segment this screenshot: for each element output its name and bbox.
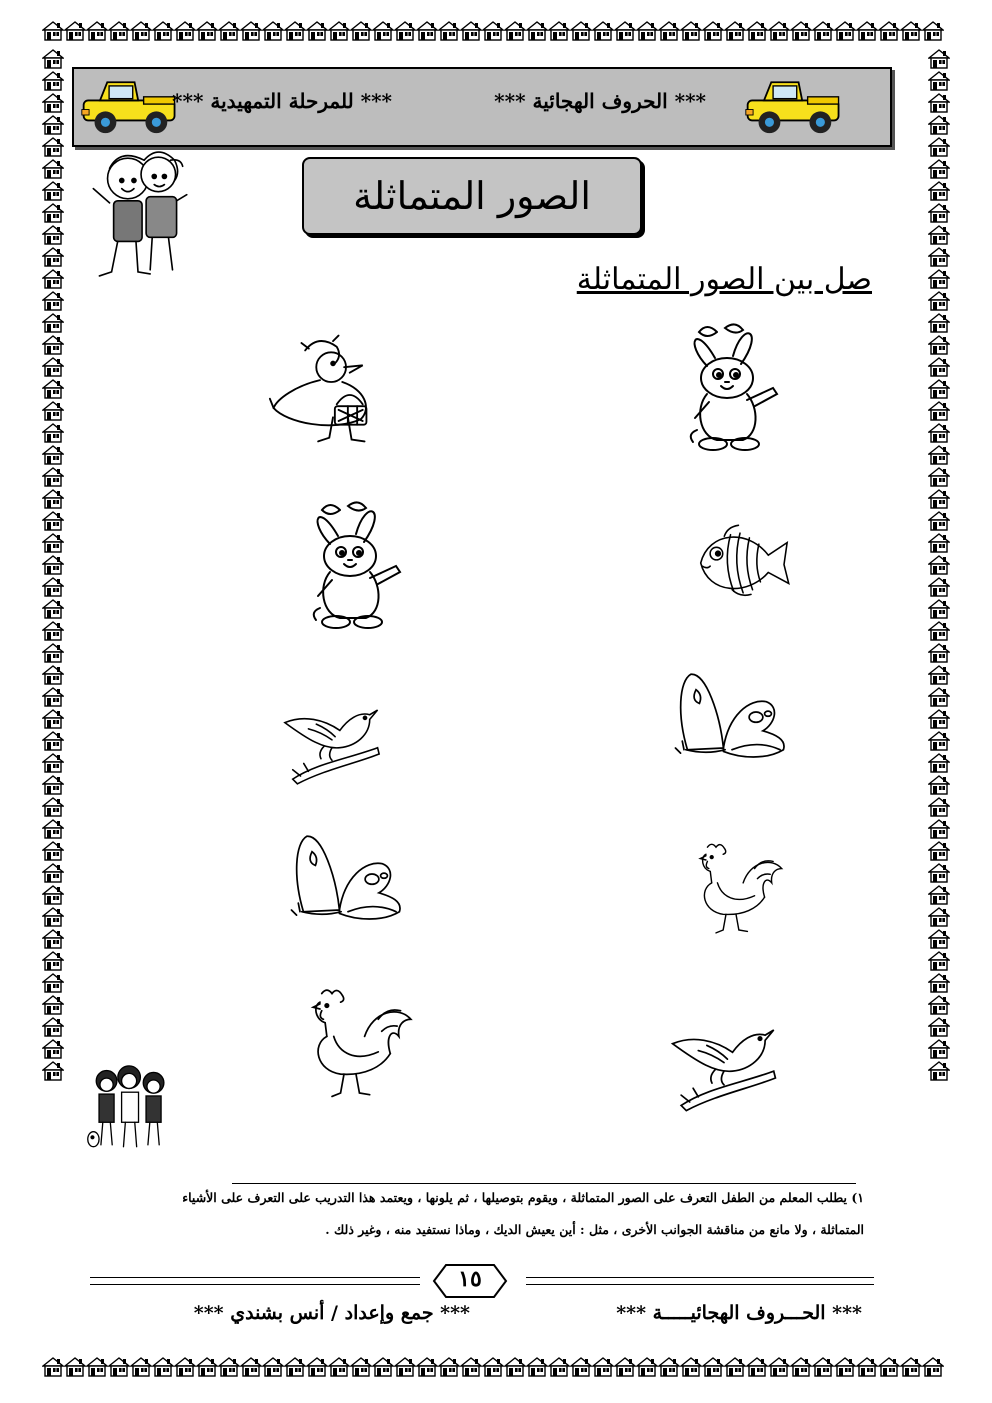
house-icon <box>548 20 570 42</box>
house-icon <box>768 20 790 42</box>
house-icon <box>928 686 950 708</box>
house-icon <box>928 928 950 950</box>
house-icon <box>928 752 950 774</box>
house-icon <box>526 1356 548 1378</box>
rooster-picture <box>296 980 416 1110</box>
house-icon <box>856 1356 878 1378</box>
house-icon <box>928 378 950 400</box>
house-icon <box>928 598 950 620</box>
house-icon <box>42 840 64 862</box>
house-icon <box>42 818 64 840</box>
house-icon <box>702 20 724 42</box>
house-icon <box>416 20 438 42</box>
house-icon <box>350 1356 372 1378</box>
house-icon <box>42 620 64 642</box>
house-icon <box>42 268 64 290</box>
house-icon <box>42 488 64 510</box>
house-icon <box>928 488 950 510</box>
house-icon <box>42 334 64 356</box>
house-icon <box>42 554 64 576</box>
page-border-bottom <box>42 1356 944 1378</box>
house-icon <box>570 1356 592 1378</box>
footnote-line-2: المتماثلة ، ولا مانع من مناقشة الجوانب الأخرى ، مثل : أين يعيش الديك ، وماذا نستفيد منه ، وغير ذلك . <box>325 1222 864 1237</box>
schoolchildren-illustration <box>76 148 200 280</box>
house-icon <box>928 422 950 444</box>
house-icon <box>42 356 64 378</box>
house-icon <box>928 1016 950 1038</box>
house-icon <box>42 20 64 42</box>
house-icon <box>812 1356 834 1378</box>
house-icon <box>42 1038 64 1060</box>
house-icon <box>196 1356 218 1378</box>
house-icon <box>928 884 950 906</box>
house-icon <box>42 70 64 92</box>
divider-right <box>526 1277 874 1285</box>
house-icon <box>42 1060 64 1082</box>
house-icon <box>878 20 900 42</box>
house-icon <box>284 20 306 42</box>
exercise-instruction: صل بين الصور المتماثلة <box>576 262 872 297</box>
house-icon <box>42 48 64 70</box>
page-number: ١٥ <box>458 1266 482 1292</box>
house-icon <box>680 1356 702 1378</box>
house-icon <box>614 1356 636 1378</box>
house-icon <box>856 20 878 42</box>
house-icon <box>928 466 950 488</box>
house-icon <box>768 1356 790 1378</box>
house-icon <box>746 20 768 42</box>
house-icon <box>438 20 460 42</box>
house-icon <box>928 246 950 268</box>
house-icon <box>42 532 64 554</box>
house-icon <box>64 1356 86 1378</box>
house-icon <box>42 796 64 818</box>
house-icon <box>928 48 950 70</box>
house-icon <box>928 972 950 994</box>
house-icon <box>928 356 950 378</box>
house-icon <box>614 20 636 42</box>
house-icon <box>928 400 950 422</box>
house-icon <box>152 1356 174 1378</box>
page-border-top <box>42 20 944 42</box>
footer-author-text: *** جمع وإعداد / أنس بشندي *** <box>193 1302 470 1324</box>
house-icon <box>746 1356 768 1378</box>
house-icon <box>680 20 702 42</box>
house-icon <box>42 422 64 444</box>
house-icon <box>928 818 950 840</box>
house-icon <box>42 1016 64 1038</box>
house-icon <box>196 20 218 42</box>
house-icon <box>42 686 64 708</box>
house-icon <box>834 1356 856 1378</box>
house-icon <box>42 378 64 400</box>
house-icon <box>790 20 812 42</box>
house-icon <box>42 906 64 928</box>
house-icon <box>928 620 950 642</box>
bird-on-branch-picture <box>262 688 402 798</box>
house-icon <box>42 884 64 906</box>
house-icon <box>928 730 950 752</box>
house-icon <box>174 1356 196 1378</box>
footer-subject-text: *** الحـــروف الهجائيـــــة *** <box>616 1302 862 1324</box>
house-icon <box>928 180 950 202</box>
butterfly-picture <box>662 664 802 784</box>
house-icon <box>394 1356 416 1378</box>
house-icon <box>526 20 548 42</box>
house-icon <box>928 224 950 246</box>
house-icon <box>504 20 526 42</box>
house-icon <box>42 862 64 884</box>
house-icon <box>218 20 240 42</box>
house-icon <box>42 950 64 972</box>
house-icon <box>928 312 950 334</box>
footnote-line-1: ١) يطلب المعلم من الطفل التعرف على الصور المتماثلة ، ويقوم بتوصيلها ، ثم يلونها ، ويعتمد هذا التدريب على التعرف على الأشياء <box>182 1190 864 1205</box>
house-icon <box>636 20 658 42</box>
house-icon <box>394 20 416 42</box>
house-icon <box>928 114 950 136</box>
house-icon <box>328 20 350 42</box>
house-icon <box>482 1356 504 1378</box>
house-icon <box>928 202 950 224</box>
divider-left <box>90 1277 420 1285</box>
house-icon <box>42 400 64 422</box>
house-icon <box>262 20 284 42</box>
house-icon <box>928 510 950 532</box>
car-icon <box>80 71 180 139</box>
house-icon <box>42 928 64 950</box>
house-icon <box>812 20 834 42</box>
house-icon <box>42 774 64 796</box>
house-icon <box>928 840 950 862</box>
rabbit-picture <box>278 496 418 636</box>
header-band <box>72 67 892 147</box>
house-icon <box>42 730 64 752</box>
house-icon <box>658 1356 680 1378</box>
house-icon <box>306 20 328 42</box>
house-icon <box>928 774 950 796</box>
house-icon <box>42 972 64 994</box>
house-icon <box>152 20 174 42</box>
house-icon <box>42 576 64 598</box>
house-icon <box>922 1356 944 1378</box>
house-icon <box>702 1356 724 1378</box>
house-icon <box>928 554 950 576</box>
header-subject-text: *** الحروف الهجائية *** <box>494 89 706 113</box>
house-icon <box>928 158 950 180</box>
house-icon <box>42 312 64 334</box>
house-icon <box>438 1356 460 1378</box>
house-icon <box>42 1356 64 1378</box>
house-icon <box>42 114 64 136</box>
house-icon <box>928 862 950 884</box>
house-icon <box>922 20 944 42</box>
house-icon <box>928 268 950 290</box>
house-icon <box>328 1356 350 1378</box>
house-icon <box>928 906 950 928</box>
house-icon <box>928 70 950 92</box>
header-level-text: *** للمرحلة التمهيدية *** <box>172 89 392 113</box>
house-icon <box>834 20 856 42</box>
rooster-picture <box>676 840 796 940</box>
house-icon <box>928 290 950 312</box>
house-icon <box>218 1356 240 1378</box>
house-icon <box>928 642 950 664</box>
house-icon <box>42 92 64 114</box>
house-icon <box>928 576 950 598</box>
house-icon <box>240 1356 262 1378</box>
house-icon <box>42 708 64 730</box>
house-icon <box>658 20 680 42</box>
house-icon <box>482 20 504 42</box>
house-icon <box>928 796 950 818</box>
house-icon <box>42 598 64 620</box>
house-icon <box>42 136 64 158</box>
house-icon <box>42 158 64 180</box>
house-icon <box>928 532 950 554</box>
house-icon <box>928 136 950 158</box>
house-icon <box>928 994 950 1016</box>
house-icon <box>928 950 950 972</box>
butterfly-picture <box>276 826 420 946</box>
house-icon <box>42 290 64 312</box>
fish-picture <box>670 508 810 618</box>
house-icon <box>42 224 64 246</box>
house-icon <box>570 20 592 42</box>
title-box <box>302 157 642 235</box>
house-icon <box>416 1356 438 1378</box>
bird-on-branch-picture <box>654 1006 794 1126</box>
car-icon <box>744 71 844 139</box>
rabbit-picture <box>655 318 795 458</box>
house-icon <box>42 664 64 686</box>
house-icon <box>592 1356 614 1378</box>
house-icon <box>878 1356 900 1378</box>
footnote-separator <box>232 1183 856 1184</box>
house-icon <box>42 642 64 664</box>
house-icon <box>350 20 372 42</box>
house-icon <box>372 1356 394 1378</box>
house-icon <box>284 1356 306 1378</box>
house-icon <box>262 1356 284 1378</box>
house-icon <box>928 444 950 466</box>
house-icon <box>372 20 394 42</box>
house-icon <box>504 1356 526 1378</box>
house-icon <box>460 1356 482 1378</box>
house-icon <box>42 510 64 532</box>
house-icon <box>42 466 64 488</box>
house-icon <box>900 1356 922 1378</box>
house-icon <box>928 92 950 114</box>
house-icon <box>928 1038 950 1060</box>
page-border-right <box>928 48 950 1082</box>
house-icon <box>42 444 64 466</box>
page-border-left <box>42 48 64 1082</box>
house-icon <box>42 202 64 224</box>
house-icon <box>42 180 64 202</box>
house-icon <box>86 20 108 42</box>
house-icon <box>928 1060 950 1082</box>
house-icon <box>900 20 922 42</box>
house-icon <box>64 20 86 42</box>
house-icon <box>724 1356 746 1378</box>
children-group-illustration <box>84 1062 178 1160</box>
house-icon <box>108 1356 130 1378</box>
house-icon <box>460 20 482 42</box>
house-icon <box>928 334 950 356</box>
house-icon <box>86 1356 108 1378</box>
house-icon <box>130 1356 152 1378</box>
duck-with-basket-picture <box>268 330 398 460</box>
house-icon <box>724 20 746 42</box>
page-title: الصور المتماثلة <box>353 174 591 218</box>
house-icon <box>42 246 64 268</box>
house-icon <box>174 20 196 42</box>
house-icon <box>306 1356 328 1378</box>
house-icon <box>592 20 614 42</box>
house-icon <box>240 20 262 42</box>
house-icon <box>636 1356 658 1378</box>
house-icon <box>42 994 64 1016</box>
house-icon <box>42 752 64 774</box>
house-icon <box>130 20 152 42</box>
house-icon <box>928 708 950 730</box>
house-icon <box>108 20 130 42</box>
house-icon <box>928 664 950 686</box>
house-icon <box>548 1356 570 1378</box>
house-icon <box>790 1356 812 1378</box>
